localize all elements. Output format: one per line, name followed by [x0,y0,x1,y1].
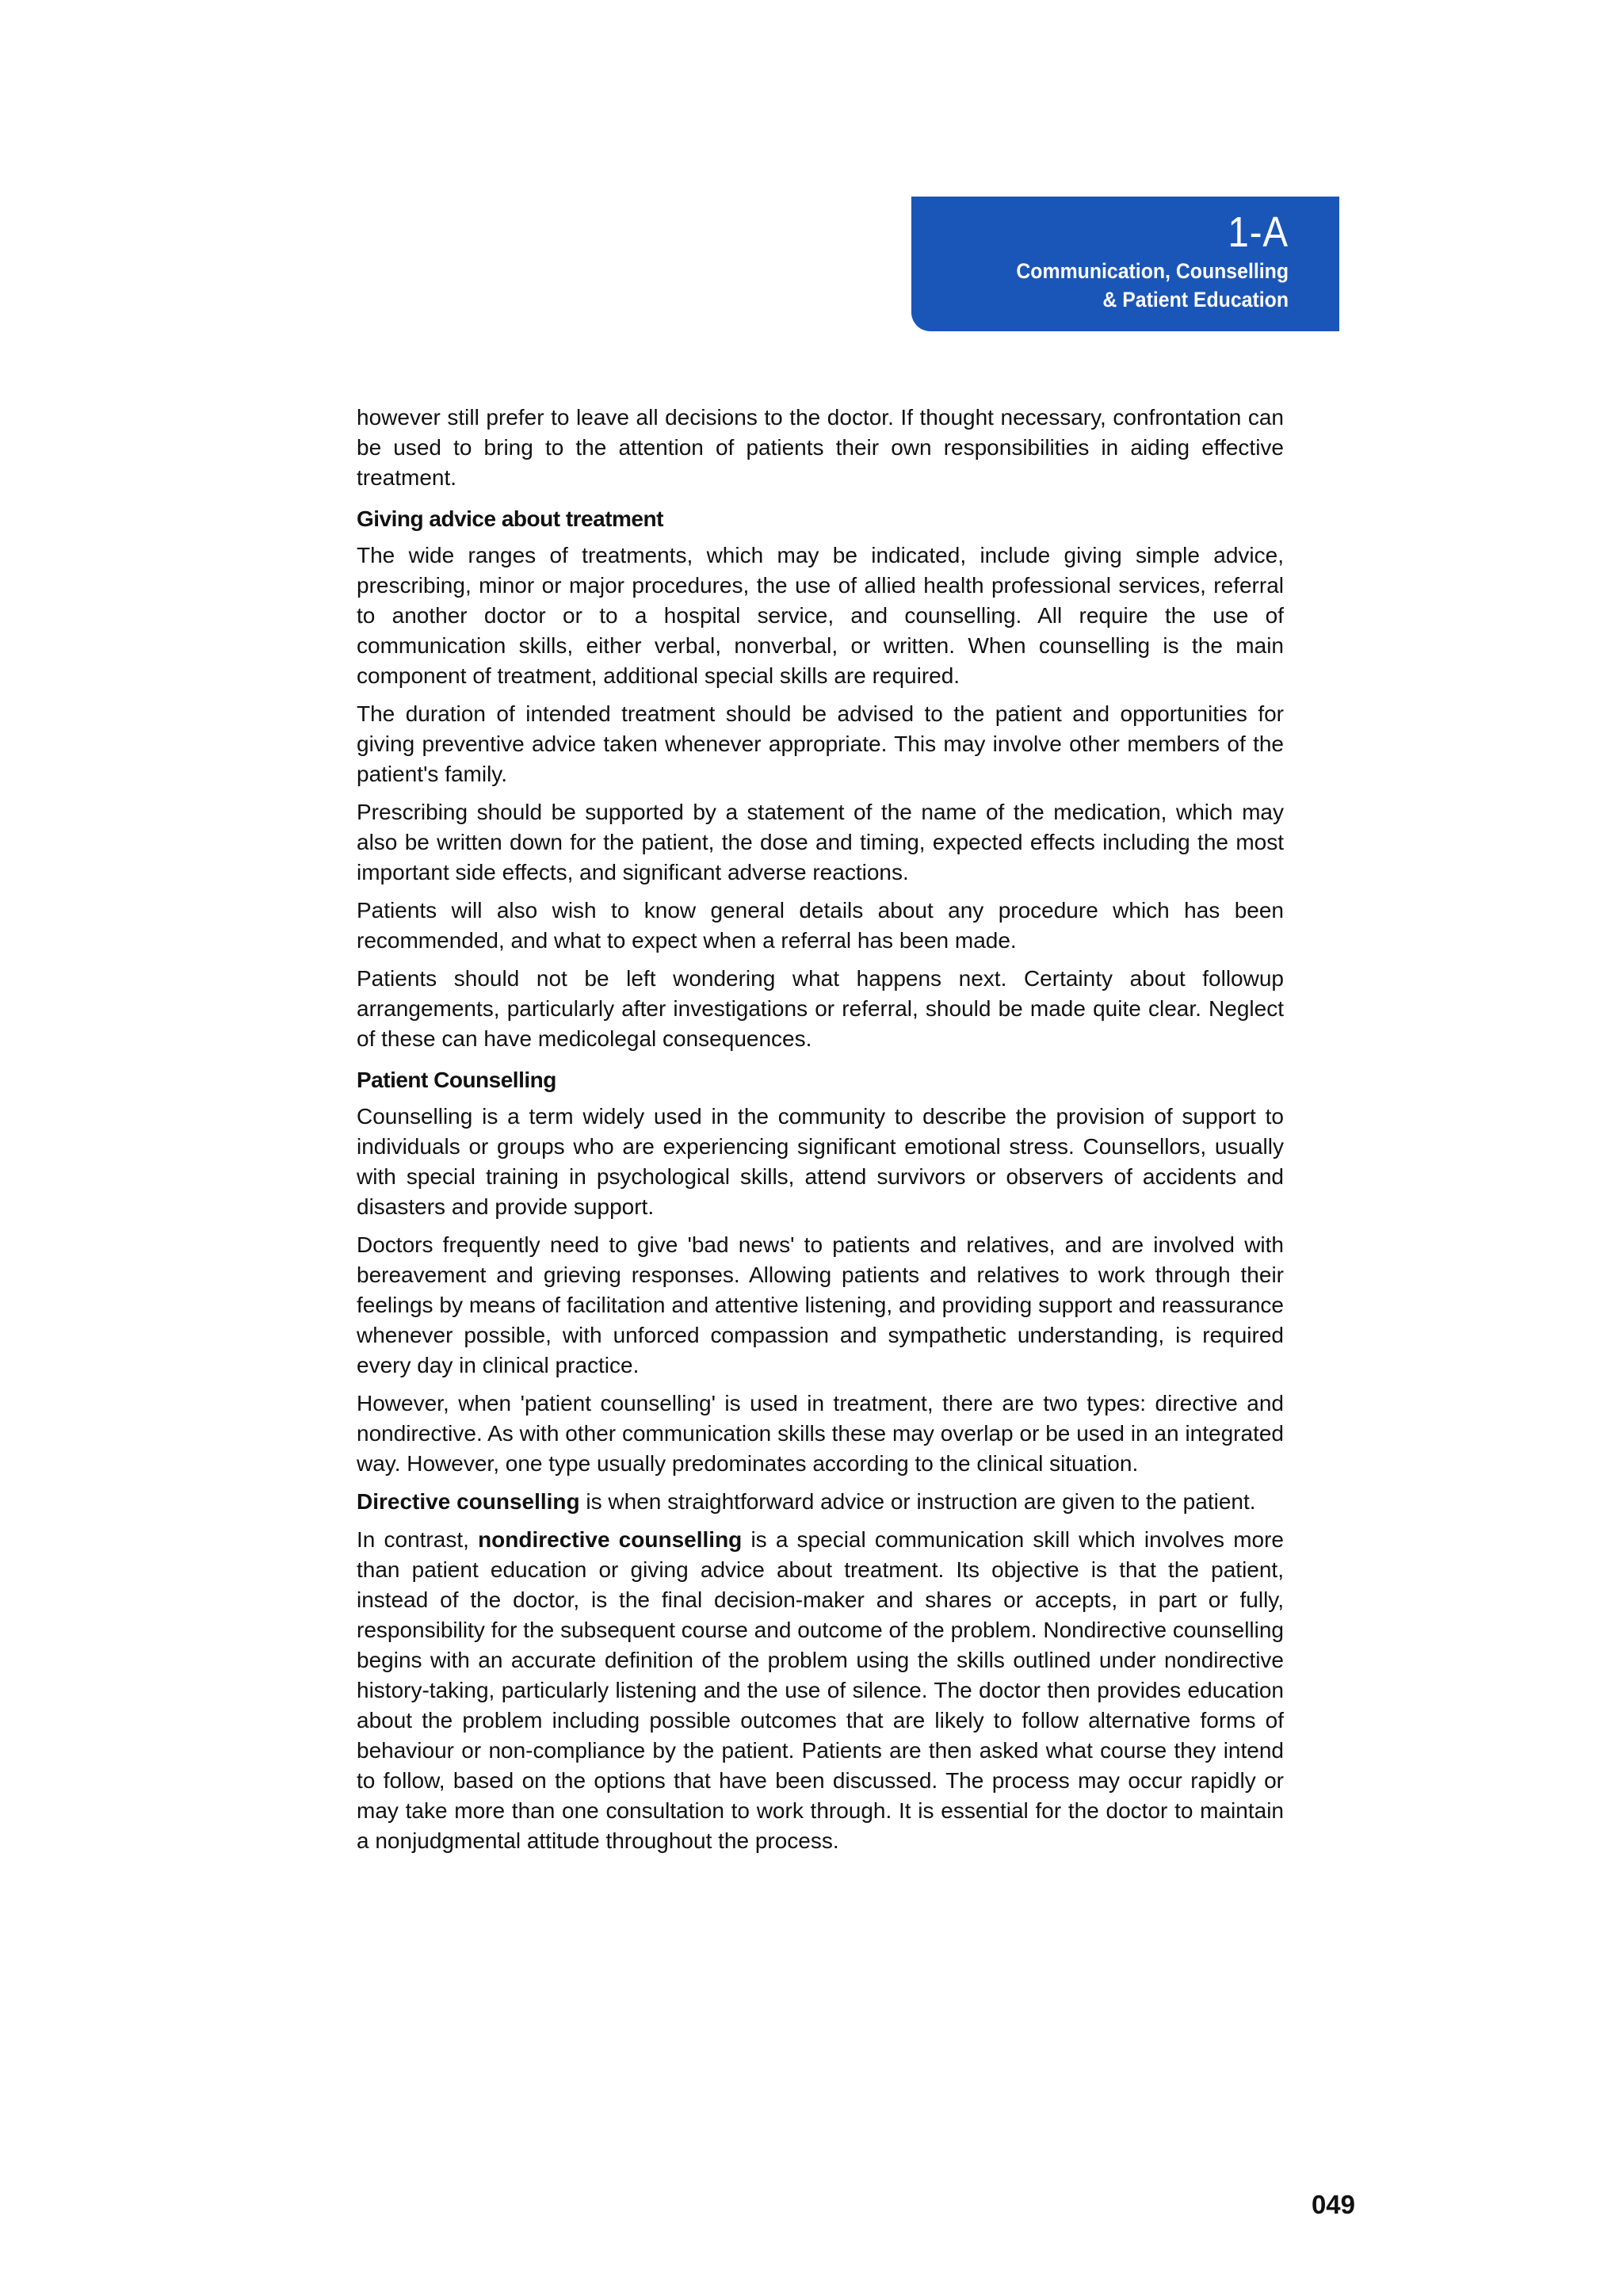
chapter-tab [911,197,1339,331]
chapter-number: 1-A [1228,208,1289,256]
paragraph-procedures: Patients will also wish to know general details about any procedure which has been recommended, and what to expect when a referral has been made. [357,898,1284,953]
paragraph-bad-news: Doctors frequently need to give 'bad news' to patients and relatives, and are involved with bereavement and grieving responses. Allowing patients and relatives to work through their feelings by means of facilitation and attentive listening, and providing support and reassurance whenever possible, with unforced compassion and sympathetic understanding, is required every day in clinical practice. [357,1232,1284,1377]
paragraph-counselling-definition: Counselling is a term widely used in the community to describe the provision of support to individuals or groups who are experiencing significant emotional stress. Counsellors, usually with special training in psychological skills, attend survivors or observers of accidents and disasters and provide support. [357,1104,1284,1219]
paragraph-followup: Patients should not be left wondering what happens next. Certainty about followup arrangements, particularly after investigations or referral, should be made quite clear. Neglect of these can have medicolegal consequences. [357,966,1284,1051]
page-content [357,403,1284,1864]
paragraph-treatment-range: The wide ranges of treatments, which may be indicated, include giving simple advice, prescribing, minor or major procedures, the use of allied health professional services, referral to another doctor or to a hospital service, and counselling. All require the use of communication skills, either verbal, nonverbal, or written. When counselling is the main component of treatment, additional special skills are required. [357,543,1284,688]
directive-counselling-text: is when straightforward advice or instruction are given to the patient. [579,1489,1256,1514]
paragraph-counselling-types: However, when 'patient counselling' is used in treatment, there are two types: directive and nondirective. As with other communication skills these may overlap or be used in an integrated way. However, one type usually predominates according to the clinical situation. [357,1391,1284,1476]
chapter-title-line-2: & Patient Education [1102,288,1289,311]
paragraph-continuation: however still prefer to leave all decisions to the doctor. If thought necessary, confrontation can be used to bring to the attention of patients their own responsibilities in aiding effective treatment. [357,405,1284,490]
chapter-title-line-1: Communication, Counselling [1016,259,1289,283]
nondirective-counselling-text: is a special communication skill which involves more than patient education or giving advice about treatment. Its objective is that the patient, instead of the doctor, is the final decision-maker and shares or accepts, in part or fully, responsibility for the subsequent course and outcome of the problem. Nondirective counselling begins with an accurate definition of the problem using the skills outlined under nondirective history-taking, particularly listening and the use of silence. The doctor then provides education about the problem including possible outcomes that are likely to follow alternative forms of behaviour or non-compliance by the patient. Patients are then asked what course they intend to follow, based on the options that have been discussed. The process may occur rapidly or may take more than one consultation to work through. It is essential for the doctor to maintain a nonjudgmental attitude throughout the process. [357,1527,1285,1853]
paragraph-prescribing: Prescribing should be supported by a statement of the name of the medication, which may also be written down for the patient, the dose and timing, expected effects including the most important side effects, and significant adverse reactions. [357,800,1284,884]
term-nondirective-counselling: nondirective counselling [478,1527,743,1552]
paragraph-directive-counselling [357,1487,1284,1517]
section-heading-patient-counselling: Patient Counselling [357,1068,556,1092]
nondirective-intro-text: In contrast, [357,1527,479,1552]
page-number: 049 [1311,2190,1355,2219]
section-heading-giving-advice: Giving advice about treatment [357,506,663,531]
paragraph-nondirective-counselling [357,1525,1284,1856]
paragraph-treatment-duration: The duration of intended treatment should be advised to the patient and opportunities for giving preventive advice taken whenever appropriate. This may involve other members of the patient's family. [357,701,1284,786]
term-directive-counselling: Directive counselling [357,1489,580,1514]
